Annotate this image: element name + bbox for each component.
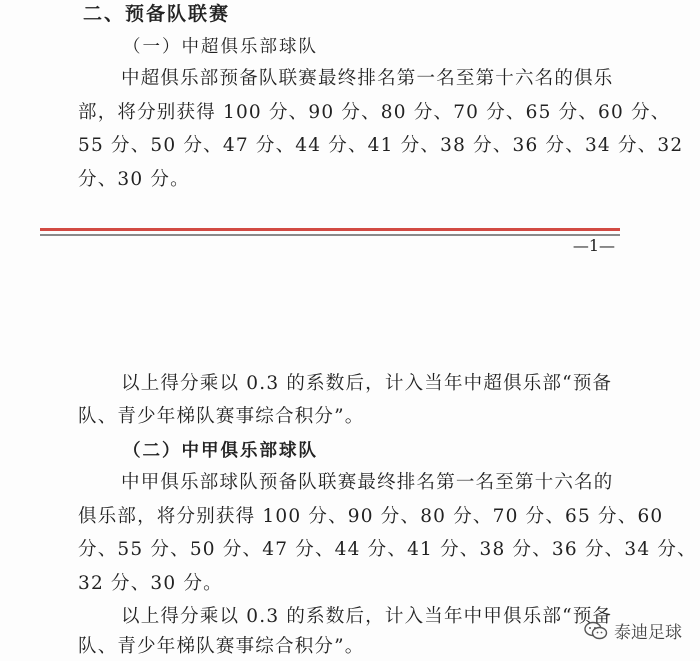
csl-coefficient-line: 以上得分乘以 0.3 的系数后，计入当年中超俱乐部“预备 [121,373,613,394]
cl1-paragraph-line: 中甲俱乐部球队预备队联赛最终排名第一名至第十六名的 [121,472,614,493]
cl1-coefficient-line: 队、青少年梯队赛事综合积分”。 [78,636,365,657]
watermark-text: 泰迪足球 [614,623,682,643]
csl-paragraph-line: 分、30 分。 [78,169,190,190]
cl1-subheading: （二）中甲俱乐部球队 [123,441,318,461]
footer-rule-gray [40,234,620,236]
footer-rule-red [40,228,620,231]
csl-subheading: （一）中超俱乐部球队 [123,37,318,57]
section-heading: 二、预备队联赛 [83,3,231,25]
cl1-paragraph-line: 32 分、30 分。 [78,573,223,594]
csl-coefficient-line: 队、青少年梯队赛事综合积分”。 [78,406,365,427]
cl1-coefficient-line: 以上得分乘以 0.3 的系数后，计入当年中甲俱乐部“预备 [121,606,613,627]
csl-paragraph-line: 55 分、50 分、47 分、44 分、41 分、38 分、36 分、34 分、32 [78,135,684,156]
csl-paragraph-line: 部，将分别获得 100 分、90 分、80 分、70 分、65 分、60 分、 [78,102,671,123]
wechat-icon [584,621,608,641]
cl1-paragraph-line: 分、55 分、50 分、47 分、44 分、41 分、38 分、36 分、34 分、 [78,539,697,560]
cl1-paragraph-line: 俱乐部，将分别获得 100 分、90 分、80 分、70 分、65 分、60 [78,506,664,527]
watermark [584,618,682,643]
csl-paragraph-line: 中超俱乐部预备队联赛最终排名第一名至第十六名的俱乐 [121,68,614,89]
page-number: —1— [572,236,615,255]
